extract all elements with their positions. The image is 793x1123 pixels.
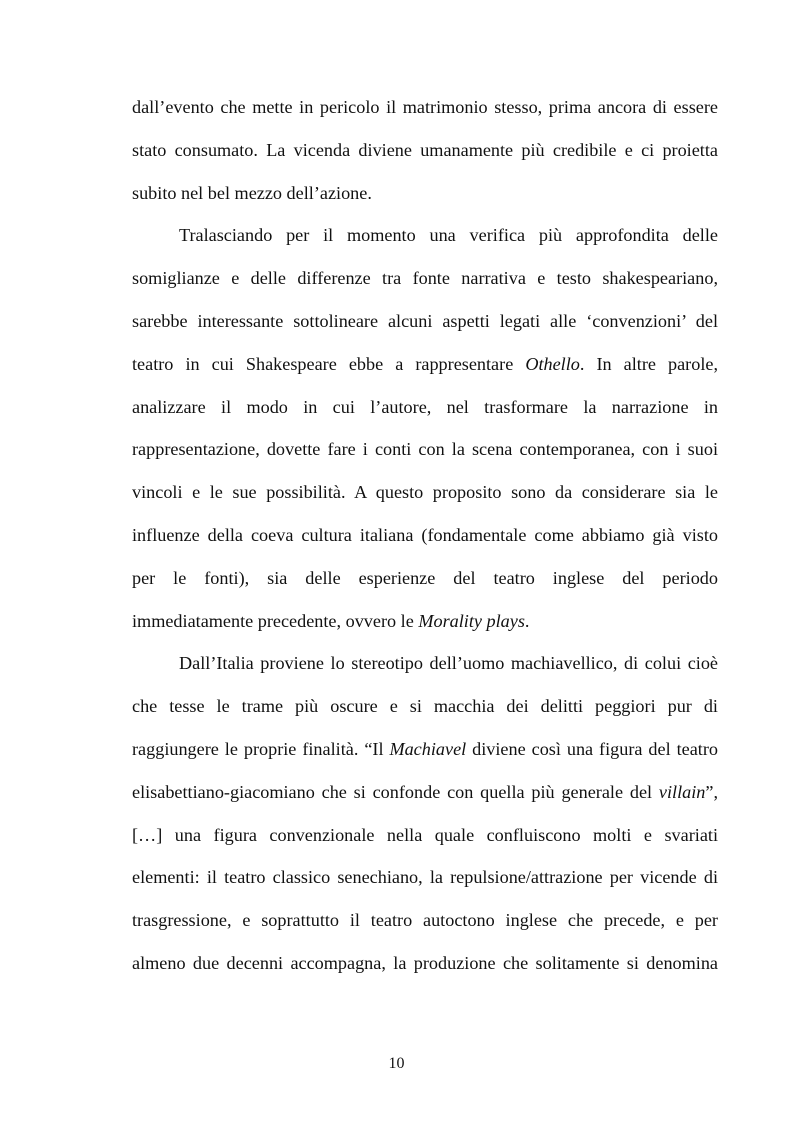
text-run: sarebbe interessante sottolineare alcuni aspetti legati alle ‘convenzioni’ del — [132, 310, 718, 331]
text-run: . In altre parole, — [579, 353, 718, 374]
text-run: stato consumato. La vicenda diviene umanamente più credibile e ci proietta — [132, 139, 718, 160]
text-run: trasgressione, e soprattutto il teatro autoctono inglese che precede, e per — [132, 910, 718, 931]
text-line — [132, 814, 718, 857]
page-number: 10 — [388, 1055, 405, 1072]
text-line — [132, 257, 718, 300]
text-line — [132, 129, 718, 172]
text-line — [132, 86, 718, 129]
text-run: dall’evento che mette in pericolo il matrimonio stesso, prima ancora di essere — [132, 97, 718, 117]
text-line — [132, 300, 718, 343]
text-run: diviene così una figura del teatro — [466, 738, 718, 759]
text-line — [132, 942, 718, 985]
text-run: . — [524, 610, 530, 631]
italic-text: Morality plays — [418, 610, 525, 631]
text-run: elementi: il teatro classico senechiano, la repulsione/attrazione per vicende di — [132, 867, 718, 888]
text-run: somiglianze e delle differenze tra fonte narrativa e testo shakespeariano, — [132, 268, 718, 289]
text-run: almeno due decenni accompagna, la produzione che solitamente si denomina — [132, 952, 718, 973]
text-line — [132, 343, 718, 386]
body-paragraph — [132, 642, 718, 984]
text-run: […] una figura convenzionale nella quale confluiscono molti e svariati — [132, 824, 718, 845]
text-run: elisabettiano-giacomiano che si confonde con quella più generale del — [132, 781, 659, 802]
text-line — [132, 471, 718, 514]
text-run: rappresentazione, dovette fare i conti con la scena contemporanea, con i suoi — [132, 439, 718, 460]
text-run: raggiungere le proprie finalità. “Il — [132, 738, 390, 759]
italic-text: Machiavel — [389, 738, 467, 759]
text-line — [132, 172, 718, 215]
text-run: analizzare il modo in cui l’autore, nel trasformare la narrazione in — [132, 396, 718, 417]
text-line — [132, 600, 718, 643]
document-page — [132, 86, 718, 985]
text-line — [132, 214, 718, 257]
text-run: vincoli e le sue possibilità. A questo proposito sono da considerare sia le — [132, 482, 718, 503]
body-paragraph — [132, 86, 718, 214]
text-line — [132, 899, 718, 942]
text-run: ”, — [705, 781, 718, 802]
text-line — [132, 557, 718, 600]
text-line — [132, 685, 718, 728]
text-run: per le fonti), sia delle esperienze del teatro inglese del periodo — [132, 567, 718, 588]
text-run: Tralasciando per il momento una verifica più approfondita delle — [179, 225, 718, 246]
text-line — [132, 428, 718, 471]
text-run: influenze della coeva cultura italiana (fondamentale come abbiamo già visto — [132, 524, 718, 545]
italic-text: villain — [658, 781, 706, 802]
text-run: Dall’Italia proviene lo stereotipo dell’uomo machiavellico, di colui cioè — [179, 653, 718, 674]
text-line — [132, 642, 718, 685]
text-line — [132, 728, 718, 771]
text-run: che tesse le trame più oscure e si macchia dei delitti peggiori pur di — [132, 696, 718, 717]
italic-text: Othello — [525, 353, 580, 374]
text-run: teatro in cui Shakespeare ebbe a rappresentare — [132, 353, 526, 374]
text-run: subito nel bel mezzo dell’azione. — [132, 182, 372, 203]
text-run: immediatamente precedente, ovvero le — [132, 610, 419, 631]
text-line — [132, 386, 718, 429]
text-line — [132, 771, 718, 814]
body-paragraph — [132, 214, 718, 642]
text-line — [132, 856, 718, 899]
text-line — [132, 514, 718, 557]
